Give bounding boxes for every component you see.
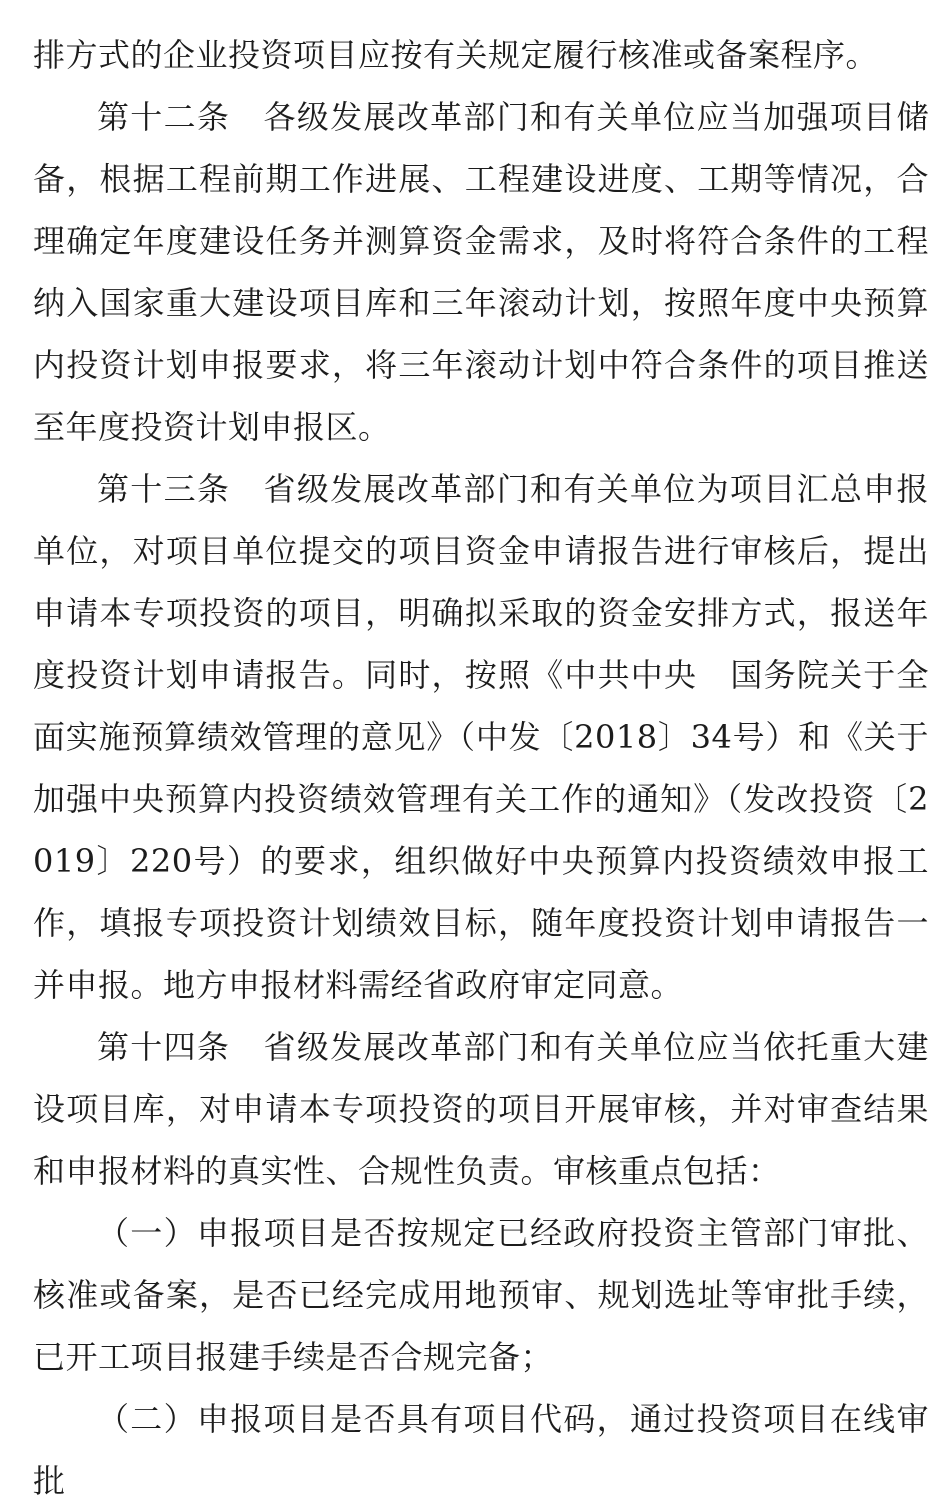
document-body (33, 24, 929, 1512)
paragraph: 第十二条 各级发展改革部门和有关单位应当加强项目储备，根据工程前期工作进展、工程建设进度、工期等情况，合理确定年度建设任务并测算资金需求，及时将符合条件的工程纳入国家重大建设项目库和三年滚动计划，按照年度中央预算内投资计划申报要求，将三年滚动计划中符合条件的项目推送至年度投资计划申报区。 (33, 98, 929, 446)
paragraph: 第十三条 省级发展改革部门和有关单位为项目汇总申报单位，对项目单位提交的项目资金申请报告进行审核后，提出申请本专项投资的项目，明确拟采取的资金安排方式，报送年度投资计划申请报告。同时，按照《中共中央 国务院关于全面实施预算绩效管理的意见》（中发〔2018〕34号）和《关于加强中央预算内投资绩效管理有关工作的通知》（发改投资〔2019〕220号）的要求，组织做好中央预算内投资绩效申报工作，填报专项投资计划绩效目标，随年度投资计划申请报告一并申报。地方申报材料需经省政府审定同意。 (33, 470, 929, 1004)
paragraph: （二）申报项目是否具有项目代码，通过投资项目在线审批 (33, 1400, 929, 1500)
paragraph: 第十四条 省级发展改革部门和有关单位应当依托重大建设项目库，对申请本专项投资的项目开展审核，并对审查结果和申报材料的真实性、合规性负责。审核重点包括： (33, 1028, 929, 1190)
paragraph: 排方式的企业投资项目应按有关规定履行核准或备案程序。 (33, 36, 879, 74)
paragraph: （一）申报项目是否按规定已经政府投资主管部门审批、核准或备案，是否已经完成用地预审、规划选址等审批手续，已开工项目报建手续是否合规完备； (33, 1214, 929, 1376)
